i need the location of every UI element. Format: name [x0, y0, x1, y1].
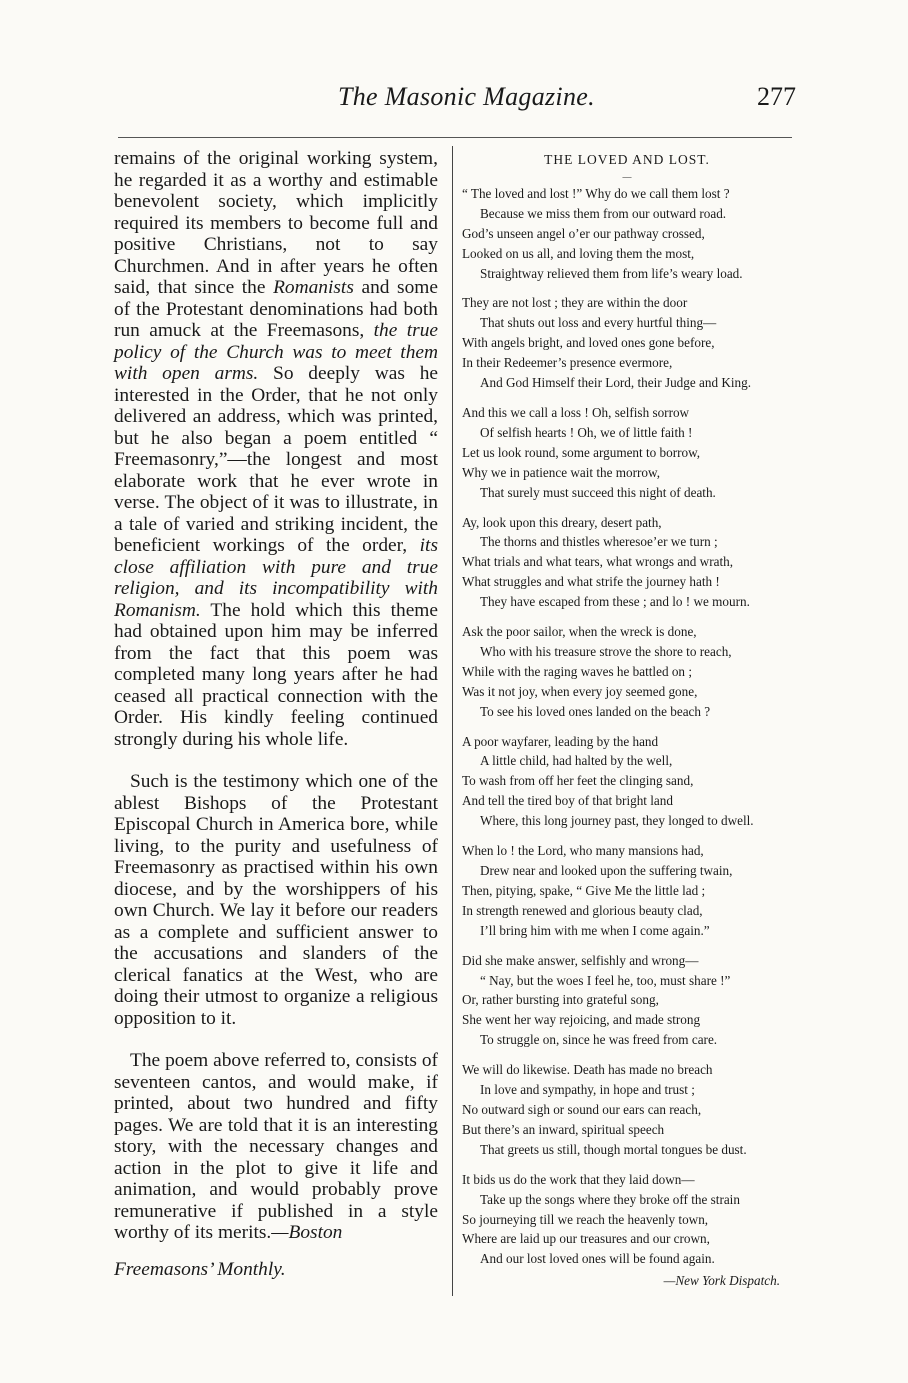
poem-stanza: [462, 1060, 792, 1160]
poem-line: What struggles and what strife the journey hath !: [462, 574, 720, 590]
poem-line: What trials and what tears, what wrongs and wrath,: [462, 554, 733, 570]
poem-line: To see his loved ones landed on the beach ?: [480, 703, 711, 719]
poem-line: To struggle on, since he was freed from care.: [480, 1032, 718, 1048]
poem-line: “ Nay, but the woes I feel he, too, must share !”: [480, 972, 731, 988]
poem-line: No outward sigh or sound our ears can reach,: [462, 1101, 702, 1117]
paragraph-3: [114, 1050, 438, 1244]
poem-stanza: [462, 403, 792, 503]
poem-line: That surely must succeed this night of death.: [480, 484, 716, 500]
poem-line: Ay, look upon this dreary, desert path,: [462, 514, 662, 530]
poem-line: Let us look round, some argument to borrow,: [462, 444, 701, 460]
poem-line: God’s unseen angel o’er our pathway crossed,: [462, 225, 705, 241]
paragraph-3-text: The poem above referred to, consists of seventeen cantos, and would make, if printed, about two hundred and fifty pages. We are told that it is an interesting story, with the necessary changes and action in the plot to give it life and animation, and would probably prove remunerative if published in a style worthy of its merits.: [114, 1050, 438, 1243]
poem-line: We will do likewise. Death has made no breach: [462, 1062, 713, 1078]
poem-line: They have escaped from these ; and lo ! we mourn.: [480, 594, 750, 610]
poem-line: So journeying till we reach the heavenly town,: [462, 1211, 709, 1227]
poem-line: “ The loved and lost !” Why do we call them lost ?: [462, 185, 730, 201]
poem-line: Where, this long journey past, they longed to dwell.: [480, 813, 754, 829]
paragraph-1-text-e: So deeply was he interested in the Order, that he not only delivered an address, which was printed, but he also began a poem entitled “ Freemasonry,”—the longest and most elaborate work that he ever wrote in verse. The object of it was to illustrate, in a tale of varied and striking incident, the beneficient workings of the order,: [114, 363, 438, 556]
poem-line: Of selfish hearts ! Oh, we of little faith !: [480, 424, 693, 440]
poem-line: And God Himself their Lord, their Judge and King.: [480, 375, 752, 391]
poem-line: In strength renewed and glorious beauty clad,: [462, 902, 703, 918]
poem-line: In their Redeemer’s presence evermore,: [462, 355, 673, 371]
poem-stanza: [462, 1170, 792, 1270]
paragraph-1-italic-d: the true policy of the Church was to meet them with open arms.: [114, 320, 438, 384]
poem-stanza: [462, 732, 792, 832]
page-number: 277: [757, 82, 796, 111]
page-header: [0, 82, 908, 122]
poem-line: A poor wayfarer, leading by the hand: [462, 733, 659, 749]
poem-line: A little child, had halted by the well,: [480, 753, 673, 769]
poem-line: That shuts out loss and every hurtful thing—: [480, 315, 717, 331]
poem-line: In love and sympathy, in hope and trust ;: [480, 1082, 695, 1098]
header-rule: [118, 137, 792, 138]
poem-line: And tell the tired boy of that bright land: [462, 793, 673, 809]
poem-stanza: [462, 184, 792, 284]
paragraph-1-text-g: The hold which this theme had obtained upon him may be inferred from the fact that this poem was completed many long years after he had ceased all practical connection with the Order. His kindly feeling continued strongly during his whole life.: [114, 599, 438, 750]
poem-line: That greets us still, though mortal tongues be dust.: [480, 1141, 747, 1157]
paragraph-1-text-c: and some of the Protestant denominations had both run amuck at the Freemasons,: [114, 277, 438, 341]
poem-line: Where are laid up our treasures and our crown,: [462, 1231, 710, 1247]
poem-line: And this we call a loss ! Oh, selfish sorrow: [462, 404, 690, 420]
attribution-part-b: Freemasons’ Monthly.: [114, 1258, 286, 1280]
poem-line: They are not lost ; they are within the door: [462, 295, 688, 311]
paragraph-1-italic-b: Romanists: [273, 277, 354, 298]
poem-line: I’ll bring him with me when I come again.”: [480, 922, 710, 938]
poem-line: Did she make answer, selfishly and wrong—: [462, 952, 699, 968]
paragraph-2: Such is the testimony which one of the ablest Bishops of the Protestant Episcopal Church in America bore, while living, to the purity and usefulness of Freemasonry as practised within his own diocese, and by the worshippers of his own Church. We lay it before our readers as a complete and sufficient answer to the accusations and slanders of the clerical fanatics at the West, who are doing their utmost to organize a religious opposition to it.: [114, 771, 438, 1029]
poem-line: It bids us do the work that they laid down—: [462, 1171, 695, 1187]
poem-title: THE LOVED AND LOST.: [544, 152, 710, 167]
poem-line: Who with his treasure strove the shore to reach,: [480, 643, 732, 659]
poem-line: Why we in patience wait the morrow,: [462, 464, 660, 480]
poem-line: While with the raging waves he battled on ;: [462, 663, 692, 679]
poem-line: Looked on us all, and loving them the most,: [462, 245, 695, 261]
poem-line: Drew near and looked upon the suffering twain,: [480, 863, 733, 878]
poem-line: Then, pitying, spake, “ Give Me the little lad ;: [462, 882, 706, 898]
column-divider: [452, 146, 453, 1296]
poem-stanza: [462, 841, 792, 941]
poem-credit: —New York Dispatch.: [663, 1273, 780, 1289]
poem-line: Because we miss them from our outward road.: [480, 205, 727, 221]
poem-line: And our lost loved ones will be found again.: [480, 1251, 715, 1267]
poem-stanza: [462, 513, 792, 613]
poem-line: She went her way rejoicing, and made strong: [462, 1012, 701, 1028]
title-ornament: —: [622, 171, 632, 182]
poem-stanza: [462, 293, 792, 393]
paragraph-1-italic-f: its close affiliation with pure and true religion, and its incompatibility with Romanism.: [114, 535, 438, 621]
poem-line: When lo ! the Lord, who many mansions had,: [462, 843, 704, 859]
poem-stanza: [462, 622, 792, 722]
poem-line: Was it not joy, when every joy seemed gone,: [462, 683, 698, 699]
poem-line: Take up the songs where they broke off the strain: [480, 1191, 740, 1207]
poem-line: To wash from off her feet the clinging sand,: [462, 773, 694, 789]
poem-line: Straightway relieved them from life’s weary load.: [480, 265, 743, 281]
paragraph-1-text-a: remains of the original working system, he regarded it as a worthy and estimable benevolent society, which implicitly required its members to become full and positive Christians, not to say Churchmen. And in after years he often said, that since the: [114, 148, 438, 298]
attribution-part-a: —Boston: [271, 1222, 343, 1243]
poem-line: With angels bright, and loved ones gone before,: [462, 335, 715, 351]
poem-line: But there’s an inward, spiritual speech: [462, 1121, 665, 1137]
left-column: [114, 148, 438, 1301]
paragraph-1: [114, 148, 438, 750]
poem-line: Or, rather bursting into grateful song,: [462, 992, 659, 1008]
poem-body: [462, 184, 792, 1269]
poem-column: [462, 150, 792, 1291]
poem-line: Ask the poor sailor, when the wreck is done,: [462, 624, 697, 640]
poem-line: The thorns and thistles wheresoe’er we turn ;: [480, 534, 718, 550]
running-title: The Masonic Magazine.: [338, 82, 595, 111]
poem-stanza: [462, 951, 792, 1051]
